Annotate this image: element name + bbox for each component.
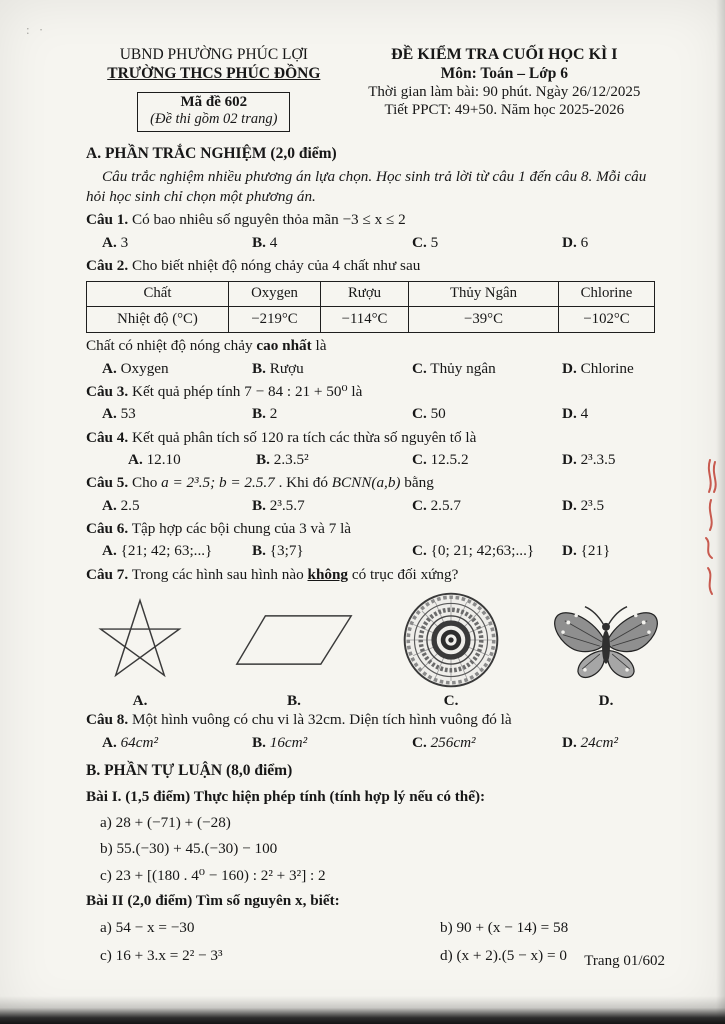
- option-value: 256cm²: [430, 733, 476, 751]
- exercise-item: [86, 813, 667, 833]
- option-b: [252, 404, 412, 424]
- exercise-2-items: [86, 911, 667, 966]
- mandala-shape: [402, 591, 500, 689]
- option-letter: D.: [562, 496, 577, 514]
- option-letter: C.: [412, 542, 427, 560]
- table-cell: −102°C: [559, 307, 655, 333]
- page-number: Trang 01/602: [584, 953, 665, 969]
- question-label: Câu 1.: [86, 211, 129, 229]
- option-a: [102, 404, 252, 424]
- option-d: [562, 733, 667, 753]
- option-c: [412, 404, 562, 424]
- option-value: 53: [120, 405, 136, 423]
- question-label: Câu 3.: [86, 382, 129, 400]
- question-6-options: [86, 541, 667, 561]
- exercise-item: [426, 918, 667, 938]
- option-b: [256, 450, 412, 470]
- option-d: [562, 233, 667, 253]
- question-3-options: [86, 404, 667, 424]
- figure-b: [235, 589, 353, 711]
- option-value: 2: [269, 405, 278, 423]
- item-letter: b): [100, 840, 113, 858]
- scan-edge-shadow: [716, 0, 725, 1024]
- item-letter: a): [100, 919, 112, 937]
- exam-duration: Thời gian làm bài: 90 phút. Ngày 26/12/2025: [368, 84, 641, 100]
- item-expression: 54 − x = −30: [115, 919, 195, 937]
- math-expression: BCNN(a,b): [331, 474, 401, 492]
- option-letter: C.: [412, 733, 427, 751]
- option-value: Chlorine: [580, 359, 634, 377]
- question-label: Câu 7.: [86, 565, 129, 583]
- option-c: [412, 541, 562, 561]
- option-d: [562, 496, 667, 516]
- item-letter: b): [440, 919, 453, 937]
- option-b: [252, 233, 412, 253]
- question-5-options: [86, 496, 667, 516]
- question-7-figures: [86, 585, 667, 707]
- table-header-cell: Chất: [87, 281, 229, 307]
- option-value: 2.3.5²: [273, 450, 309, 468]
- exercise-label: Bài I. (1,5 điểm): [86, 787, 191, 805]
- star-shape: [94, 593, 186, 687]
- option-c: [412, 359, 562, 379]
- question-text: Kết quả phân tích số 120 ra tích các thừa số nguyên tố là: [132, 428, 477, 446]
- table-header-cell: Thủy Ngân: [409, 281, 559, 307]
- option-value: {3;7}: [269, 542, 304, 560]
- option-letter: B.: [252, 359, 266, 377]
- header-left: [86, 46, 342, 132]
- option-c: [412, 233, 562, 253]
- table-header-cell: Chlorine: [559, 281, 655, 307]
- question-text: Cho biết nhiệt độ nóng chảy của 4 chất như sau: [132, 257, 421, 275]
- exercise-text: Thực hiện phép tính (tính hợp lý nếu có thể):: [193, 787, 486, 805]
- butterfly-shape: [549, 596, 663, 684]
- figure-d: [549, 589, 663, 711]
- option-b: [252, 359, 412, 379]
- section-a-instructions: Câu trắc nghiệm nhiều phương án lựa chọn. Học sinh trả lời từ câu 1 đến câu 8. Mỗi câu hỏi học sinh chỉ chọn một phương án.: [86, 167, 647, 206]
- table-cell: −39°C: [409, 307, 559, 333]
- figure-label: B.: [287, 691, 301, 709]
- item-letter: c): [100, 946, 112, 964]
- option-c: [412, 496, 562, 516]
- option-letter: A.: [128, 450, 143, 468]
- option-value: 5: [430, 233, 439, 251]
- option-value: 2³.5.7: [269, 496, 305, 514]
- question-text: Tập hợp các bội chung của 3 và 7 là: [131, 520, 352, 538]
- option-value: {0; 21; 42;63;...}: [430, 542, 535, 560]
- item-expression: 55.(−30) + 45.(−30) − 100: [116, 840, 278, 858]
- question-1: [86, 210, 667, 230]
- exercise-item: [86, 839, 667, 859]
- item-expression: 90 + (x − 14) = 58: [456, 919, 569, 937]
- followup-pre: Chất có nhiệt độ nóng chảy: [86, 337, 257, 355]
- table-row-label: Nhiệt độ (°C): [87, 307, 229, 333]
- question-text-post: bằng: [400, 474, 434, 492]
- option-letter: B.: [256, 450, 270, 468]
- option-letter: D.: [562, 233, 577, 251]
- exercise-item: [86, 866, 667, 886]
- exam-schedule: Tiết PPCT: 49+50. Năm học 2025-2026: [384, 102, 625, 118]
- table-cell: −114°C: [321, 307, 409, 333]
- option-value: 4: [580, 405, 589, 423]
- option-letter: C.: [412, 496, 427, 514]
- option-c: [412, 450, 562, 470]
- option-d: [562, 359, 667, 379]
- option-value: 12.10: [146, 450, 181, 468]
- question-6: [86, 519, 667, 539]
- option-b: [252, 733, 412, 753]
- option-letter: C.: [412, 450, 427, 468]
- item-letter: d): [440, 946, 453, 964]
- exam-body: [86, 144, 667, 966]
- question-4: [86, 428, 667, 448]
- figure-a: [94, 589, 186, 711]
- followup-bold: cao nhất: [256, 337, 312, 355]
- exercise-text: Tìm số nguyên x, biết:: [195, 892, 340, 910]
- followup-post: là: [311, 337, 327, 355]
- option-b: [252, 541, 412, 561]
- option-letter: B.: [252, 496, 266, 514]
- option-letter: C.: [412, 359, 427, 377]
- option-value: 4: [269, 233, 278, 251]
- option-value: Thủy ngân: [430, 359, 496, 377]
- question-5: [86, 473, 667, 493]
- melting-point-table: [86, 281, 655, 334]
- item-expression: 16 + 3.x = 2² − 3³: [115, 946, 223, 964]
- question-text-mid: . Khi đó: [274, 474, 332, 492]
- question-text: Có bao nhiêu số nguyên thỏa mãn −3 ≤ x ≤ 2: [132, 211, 406, 229]
- option-d: [562, 404, 667, 424]
- option-letter: D.: [562, 733, 577, 751]
- option-letter: C.: [412, 405, 427, 423]
- question-1-options: [86, 233, 667, 253]
- exam-header: [86, 46, 667, 132]
- question-text-pre: Trong các hình sau hình nào: [131, 565, 308, 583]
- question-label: Câu 6.: [86, 520, 129, 538]
- question-text-post: có trục đối xứng?: [348, 565, 459, 583]
- option-letter: C.: [412, 233, 427, 251]
- section-b-title: B. PHẦN TỰ LUẬN (8,0 điểm): [86, 761, 293, 779]
- question-label: Câu 8.: [86, 711, 129, 729]
- option-value: 2³.3.5: [580, 450, 616, 468]
- exam-subject: Môn: Toán – Lớp 6: [440, 65, 569, 82]
- option-value: 2.5.7: [430, 496, 461, 514]
- question-label: Câu 2.: [86, 257, 129, 275]
- header-right: [342, 46, 667, 132]
- option-d: [562, 450, 667, 470]
- option-a: [102, 733, 252, 753]
- figure-label: A.: [132, 691, 148, 709]
- table-header-cell: Rượu: [321, 281, 409, 307]
- option-value: 50: [430, 405, 446, 423]
- item-letter: c): [100, 866, 112, 884]
- item-expression: 23 + [(180 . 4⁰ − 160) : 2² + 3²] : 2: [115, 866, 326, 884]
- exercise-1: [86, 787, 667, 807]
- math-expression: a = 2³.5; b = 2.5.7: [161, 474, 275, 492]
- question-text: Một hình vuông có chu vi là 32cm. Diện tích hình vuông đó là: [132, 711, 512, 729]
- option-value: 64cm²: [120, 733, 159, 751]
- org-name: UBND PHƯỜNG PHÚC LỢI: [119, 46, 308, 63]
- option-letter: B.: [252, 405, 266, 423]
- question-text: Kết quả phép tính 7 − 84 : 21 + 50⁰ là: [132, 382, 363, 400]
- option-value: 12.5.2: [430, 450, 469, 468]
- question-label: Câu 5.: [86, 474, 129, 492]
- scan-bottom-edge: [0, 996, 725, 1024]
- question-4-options: [86, 450, 667, 470]
- item-expression: 28 + (−71) + (−28): [115, 813, 231, 831]
- option-letter: A.: [102, 233, 117, 251]
- option-letter: B.: [252, 733, 266, 751]
- question-8-options: [86, 733, 667, 753]
- option-b: [252, 496, 412, 516]
- option-letter: D.: [562, 542, 577, 560]
- option-value: 2.5: [120, 496, 140, 514]
- option-value: 24cm²: [580, 733, 619, 751]
- option-value: 6: [580, 233, 589, 251]
- question-8: [86, 710, 667, 730]
- option-c: [412, 733, 562, 753]
- option-letter: A.: [102, 405, 117, 423]
- exercise-item: [86, 918, 426, 938]
- exam-code-box: [137, 92, 290, 132]
- question-7: [86, 565, 667, 585]
- option-a: [102, 359, 252, 379]
- option-letter: B.: [252, 542, 266, 560]
- option-d: [562, 541, 667, 561]
- item-letter: a): [100, 813, 112, 831]
- exercise-1-items: [86, 813, 667, 886]
- figure-c: [402, 589, 500, 711]
- question-2-options: [86, 359, 667, 379]
- option-a: [102, 541, 252, 561]
- table-cell: −219°C: [229, 307, 321, 333]
- option-value: 16cm²: [269, 733, 308, 751]
- table-header-cell: Oxygen: [229, 281, 321, 307]
- option-value: 3: [120, 233, 129, 251]
- table-row: [87, 307, 655, 333]
- option-a: [102, 233, 252, 253]
- figure-label: D.: [598, 691, 614, 709]
- option-letter: D.: [562, 450, 577, 468]
- option-a: [128, 450, 256, 470]
- option-value: {21}: [580, 542, 611, 560]
- question-text-pre: Cho: [132, 474, 162, 492]
- exercise-2: [86, 891, 667, 911]
- item-expression: (x + 2).(5 − x) = 0: [456, 946, 567, 964]
- option-value: 2³.5: [580, 496, 605, 514]
- question-3: [86, 382, 667, 402]
- option-value: Oxygen: [120, 359, 169, 377]
- option-letter: A.: [102, 496, 117, 514]
- school-name: TRƯỜNG THCS PHÚC ĐỒNG: [107, 65, 321, 82]
- section-a-title: A. PHẦN TRẮC NGHIỆM (2,0 điểm): [86, 145, 337, 162]
- parallelogram-shape: [235, 612, 353, 668]
- exam-pages-note: (Đề thi gồm 02 trang): [150, 111, 278, 127]
- exercise-label: Bài II (2,0 điểm): [86, 892, 193, 910]
- figure-label: C.: [443, 691, 459, 709]
- option-letter: A.: [102, 359, 117, 377]
- option-letter: A.: [102, 733, 117, 751]
- exam-code: Mã đề 602: [180, 94, 248, 110]
- option-value: {21; 42; 63;...}: [120, 542, 213, 560]
- option-letter: D.: [562, 405, 577, 423]
- option-letter: B.: [252, 233, 266, 251]
- question-2-followup: [86, 336, 667, 356]
- option-value: Rượu: [269, 359, 304, 377]
- option-letter: A.: [102, 542, 117, 560]
- option-letter: D.: [562, 359, 577, 377]
- table-header-row: [87, 281, 655, 307]
- question-label: Câu 4.: [86, 428, 129, 446]
- exercise-item: [86, 946, 426, 966]
- question-2: [86, 256, 667, 276]
- question-text-emphasis: không: [307, 565, 349, 583]
- scan-artifact: : ·: [26, 22, 47, 37]
- exam-title: ĐỀ KIỂM TRA CUỐI HỌC KÌ I: [391, 46, 618, 63]
- option-a: [102, 496, 252, 516]
